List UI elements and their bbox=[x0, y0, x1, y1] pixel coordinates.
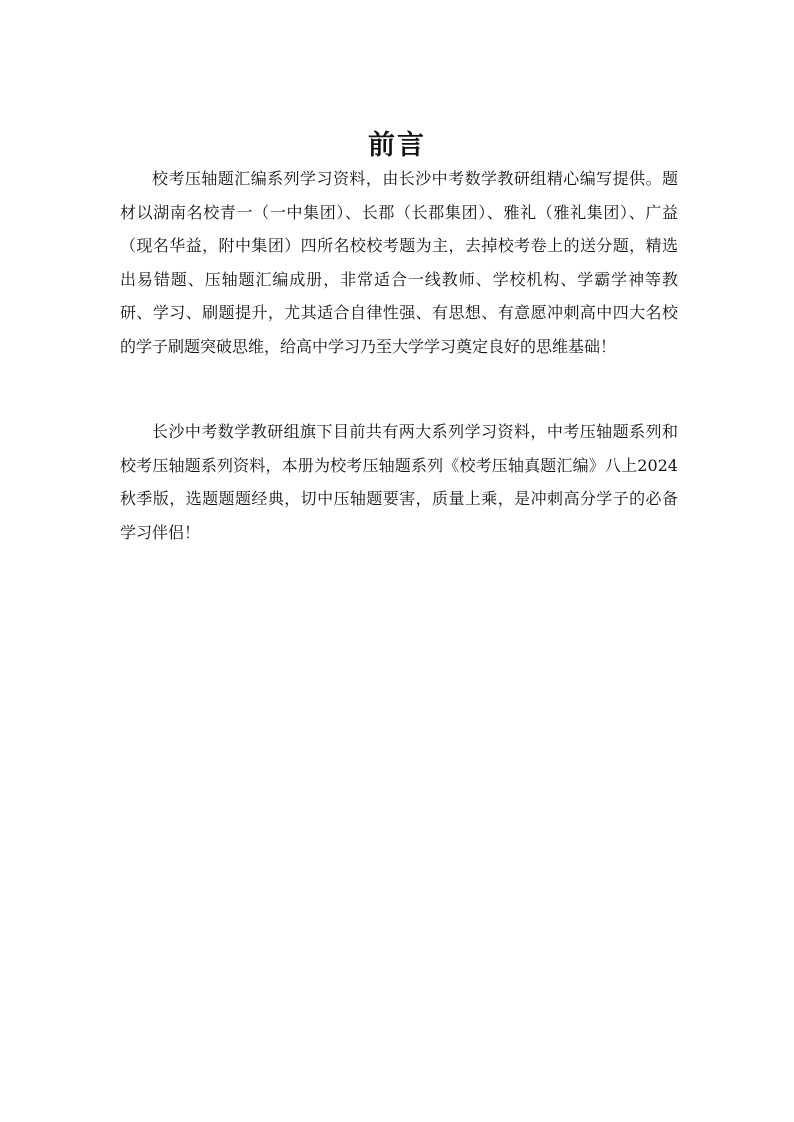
preface-paragraph-1: 校考压轴题汇编系列学习资料，由长沙中考数学教研组精心编写提供。题材以湖南名校青一（一中集团）、长郡（长郡集团）、雅礼（雅礼集团）、广益（现名华益，附中集团）四所名校校考题为主，去掉校考卷上的送分题，精选出易错题、压轴题汇编成册，非常适合一线教师、学校机构、学霸学神等教研、学习、刷题提升，尤其适合自律性强、有思想、有意愿冲刺高中四大名校的学子刷题突破思维，给高中学习乃至大学学习奠定良好的思维基础！ bbox=[120, 169, 678, 356]
preface-paragraph-2: 长沙中考数学教研组旗下目前共有两大系列学习资料，中考压轴题系列和校考压轴题系列资料，本册为校考压轴题系列《校考压轴真题汇编》八上2024秋季版，选题题题经典，切中压轴题要害，质量上乘，是冲刺高分学子的必备学习伴侣！ bbox=[120, 422, 678, 542]
page-title: 前言 bbox=[368, 130, 426, 162]
